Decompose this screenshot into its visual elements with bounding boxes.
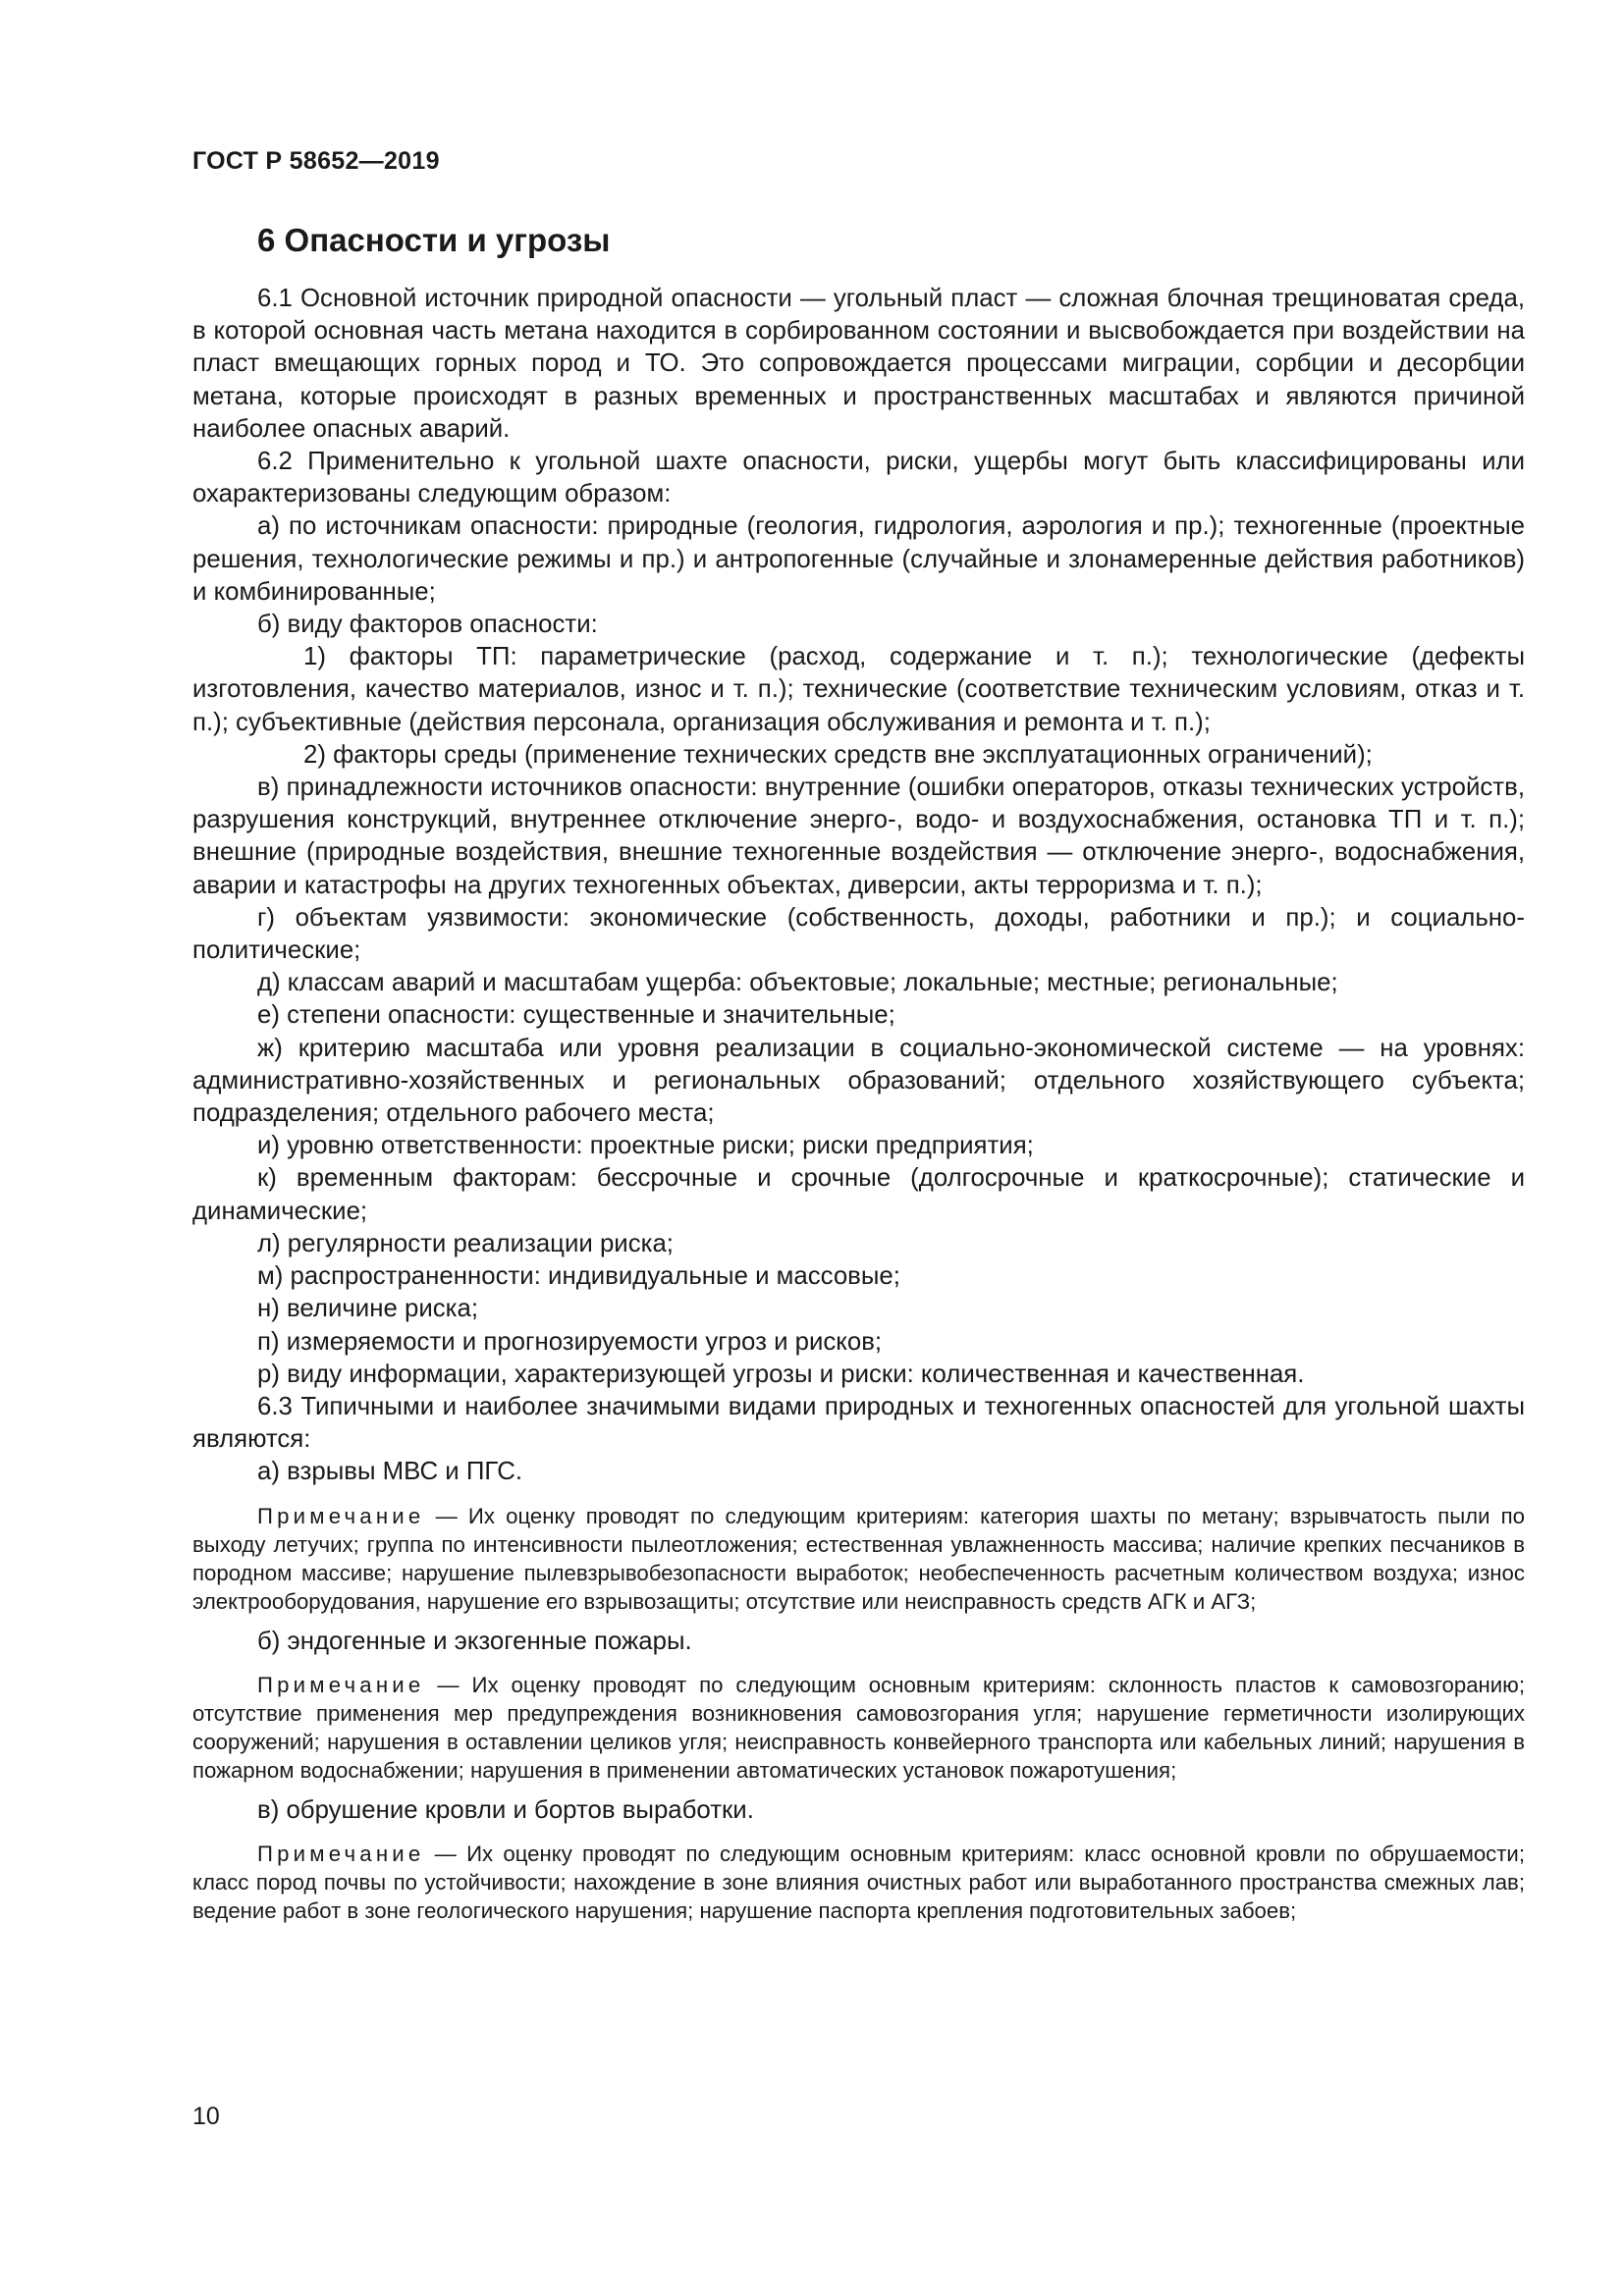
list-item-l: л) регулярности реализации риска; [257,1229,674,1257]
list-item-v: в) принадлежности источников опасности: внутренние (ошибки операторов, отказы технических устройств, разрушения конструкций, внутреннее отключение энерго-, водо- и воздухоснабжения, остановка ТП и т. п.); внешние (природные воздействия, внешние техногенные воздействия — отключение энерго-, водоснабжения, аварии и катастрофы на других техногенных объектах, диверсии, акты терроризма и т. п.); [192,774,1525,899]
list-item-g: г) объектам уязвимости: экономические (собственность, доходы, работники и пр.); и социально-политические; [192,903,1525,965]
list-item-i: и) уровню ответственности: проектные риски; риски предприятия; [257,1132,1034,1160]
note-label: Примечание [257,1841,425,1866]
list-item-k: к) временным факторам: бессрочные и срочные (долгосрочные и краткосрочные); статические и динамические; [192,1164,1525,1225]
note-text: — Их оценку проводят по следующим критериям: категория шахты по метану; взрывчатость пыли по выходу летучих; группа по интенсивности пылеотложения; естественная увлажненность массива; наличие крепких песчаников в породном массиве; нарушение пылевзрывобезопасности выработок; необеспеченность расчетным количеством воздуха; износ электрооборудования, нарушение его взрывозащиты; отсутствие или неисправность средств АГК и АГЗ; [192,1503,1526,1614]
paragraph-6-3: 6.3 Типичными и наиболее значимыми видами природных и техногенных опасностей для угольной шахты являются: [192,1392,1525,1454]
section-body [192,283,1525,1925]
hazard-item-a: а) взрывы МВС и ПГС. [257,1458,523,1486]
section-title: 6 Опасности и угрозы [257,222,611,258]
paragraph-6-2: 6.2 Применительно к угольной шахте опасности, риски, ущербы могут быть классифицированы или охарактеризованы следующим образом: [192,448,1525,508]
list-item-m: м) распространенности: индивидуальные и массовые; [257,1262,900,1291]
list-subitem-b2: 2) факторы среды (применение технических средств вне эксплуатационных ограничений); [303,740,1373,769]
list-item-r: р) виду информации, характеризующей угрозы и риски: количественная и качественная. [257,1360,1305,1388]
list-item-zh: ж) критерию масштаба или уровня реализации в социально-экономической системе — на уровнях: административно-хозяйственных и региональных образований; отдельного хозяйствующего субъекта; подразделения; отдельного рабочего места; [192,1034,1525,1128]
note-text: — Их оценку проводят по следующим основным критериям: класс основной кровли по обрушаемости; класс пород почвы по устойчивости; нахождение в зоне влияния очистных работ или выработанного пространства смежных лав; ведение работ в зоне геологического нарушения; нарушение паспорта крепления подготовительных забоев; [192,1841,1525,1923]
hazard-item-v: в) обрушение кровли и бортов выработки. [257,1795,754,1824]
note-v [192,1840,1525,1925]
hazard-item-b: б) эндогенные и экзогенные пожары. [257,1627,692,1655]
list-item-d: д) классам аварий и масштабам ущерба: объектовые; локальные; местные; региональные; [257,969,1338,997]
paragraph-6-1: 6.1 Основной источник природной опасности — угольный пласт — сложная блочная трещиноватая среда, в которой основная часть метана находится в сорбированном состоянии и высвобождается при воздействии на пласт вмещающих горных пород и ТО. Это сопровождается процессами миграции, сорбции и десорбции метана, которые происходят в разных временных и пространственных масштабах и являются причиной наиболее опасных аварий. [192,285,1525,443]
list-item-e: е) степени опасности: существенные и значительные; [257,1001,895,1030]
list-item-a: а) по источникам опасности: природные (геология, гидрология, аэрология и пр.); техногенные (проектные решения, технологические режимы и пр.) и антропогенные (случайные и злонамеренные действия работников) и комбинированные; [192,512,1525,606]
list-subitem-b1: 1) факторы ТП: параметрические (расход, содержание и т. п.); технологические (дефекты изготовления, качество материалов, износ и т. п.); технические (соответствие техническим условиям, отказ и т. п.); субъективные (действия персонала, организация обслуживания и ремонта и т. п.); [192,643,1525,736]
list-item-p: п) измеряемости и прогнозируемости угроз и рисков; [257,1327,883,1356]
document-id-header: ГОСТ Р 58652—2019 [192,147,440,175]
note-label: Примечание [257,1672,425,1697]
note-label: Примечание [257,1503,425,1528]
note-b [192,1671,1525,1785]
note-text: — Их оценку проводят по следующим основным критериям: склонность пластов к самовозгоранию; отсутствие применения мер предупреждения возникновения самовозгорания угля; нарушение герметичности изолирующих сооружений; нарушения в оставлении целиков угля; неисправность конвейерного транспорта или кабельных линий; нарушения в пожарном водоснабжении; нарушения в применении автоматических установок пожаротушения; [192,1672,1525,1783]
list-item-n: н) величине риска; [257,1295,479,1323]
list-item-b: б) виду факторов опасности: [257,611,598,639]
page-number: 10 [192,2103,220,2130]
note-a [192,1502,1525,1616]
